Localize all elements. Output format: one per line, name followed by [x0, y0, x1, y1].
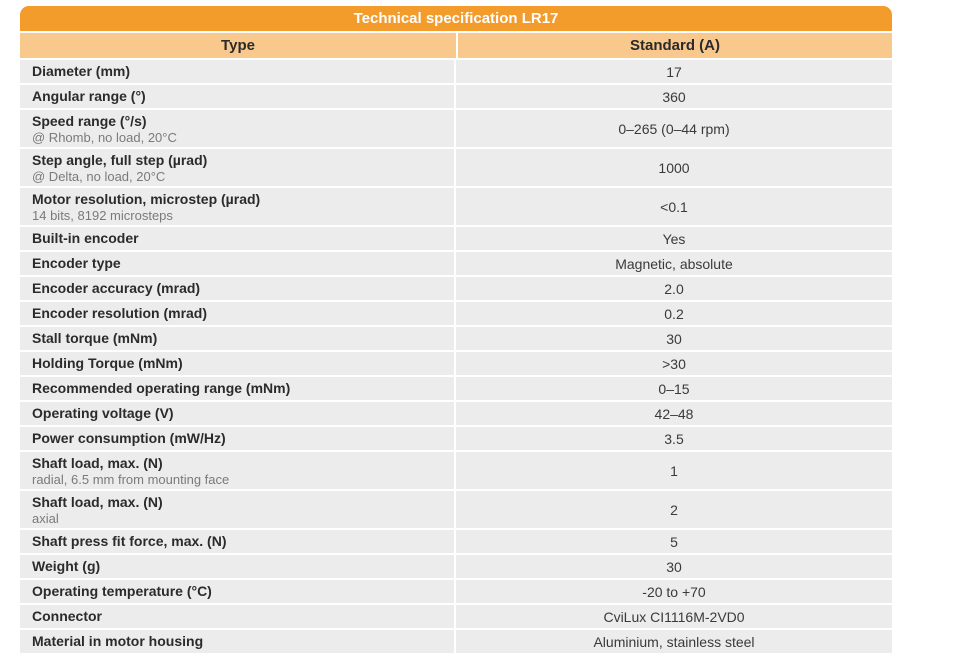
row-label-cell	[20, 377, 456, 400]
row-label-cell	[20, 555, 456, 578]
row-label: Holding Torque (mNm)	[32, 355, 183, 371]
table-row	[20, 325, 892, 350]
table-row	[20, 58, 892, 83]
row-label: Speed range (°/s)	[32, 112, 147, 129]
table-row	[20, 375, 892, 400]
row-label: Step angle, full step (µrad)	[32, 151, 208, 168]
table-row	[20, 147, 892, 186]
table-row	[20, 225, 892, 250]
row-value: 0–15	[658, 380, 690, 397]
table-row	[20, 350, 892, 375]
table-row	[20, 400, 892, 425]
spec-table	[20, 6, 892, 653]
row-label-cell	[20, 60, 456, 83]
row-label-cell	[20, 580, 456, 603]
table-row	[20, 603, 892, 628]
row-label: Motor resolution, microstep (µrad)	[32, 190, 261, 207]
row-value: 30	[666, 558, 682, 575]
row-label-cell	[20, 530, 456, 553]
row-value: 1	[670, 462, 678, 479]
row-condition: 14 bits, 8192 microsteps	[32, 207, 173, 223]
table-row	[20, 628, 892, 653]
row-condition: @ Delta, no load, 20°C	[32, 168, 166, 184]
row-label: Shaft load, max. (N)	[32, 493, 163, 510]
header-standard: Standard (A)	[630, 37, 720, 54]
table-row	[20, 489, 892, 528]
row-value: >30	[662, 355, 686, 372]
table-row	[20, 275, 892, 300]
row-label-cell	[20, 427, 456, 450]
row-value: 17	[666, 63, 682, 80]
row-label: Shaft press fit force, max. (N)	[32, 533, 227, 549]
row-label-cell	[20, 302, 456, 325]
header-type: Type	[20, 33, 458, 58]
row-label-cell	[20, 352, 456, 375]
row-value: 0.2	[664, 305, 684, 322]
row-label: Stall torque (mNm)	[32, 330, 158, 346]
row-label-cell	[20, 402, 456, 425]
row-value: 30	[666, 330, 682, 347]
row-value: 3.5	[664, 430, 684, 447]
row-label: Weight (g)	[32, 558, 101, 574]
row-label-cell	[20, 227, 456, 250]
table-row	[20, 578, 892, 603]
row-label: Built-in encoder	[32, 230, 139, 246]
row-label-cell	[20, 252, 456, 275]
table-row	[20, 450, 892, 489]
row-label-cell	[20, 630, 456, 653]
row-label-cell	[20, 85, 456, 108]
row-label: Operating temperature (°C)	[32, 583, 212, 599]
row-value: 2	[670, 501, 678, 518]
row-value: Aluminium, stainless steel	[593, 633, 755, 650]
table-row	[20, 108, 892, 147]
row-label: Connector	[32, 608, 102, 624]
table-row	[20, 186, 892, 225]
row-value: -20 to +70	[642, 583, 706, 600]
row-label-cell	[20, 110, 456, 147]
row-condition: axial	[32, 510, 59, 526]
row-value: 360	[662, 88, 686, 105]
row-label: Material in motor housing	[32, 633, 204, 649]
row-value: 1000	[658, 159, 690, 176]
table-row	[20, 300, 892, 325]
row-value: 5	[670, 533, 678, 550]
row-condition: radial, 6.5 mm from mounting face	[32, 471, 230, 487]
row-label-cell	[20, 452, 456, 489]
row-value: <0.1	[660, 198, 688, 215]
row-value: 0–265 (0–44 rpm)	[618, 120, 730, 137]
row-label-cell	[20, 605, 456, 628]
table-header-row	[20, 31, 892, 58]
row-condition: @ Rhomb, no load, 20°C	[32, 129, 177, 145]
row-value: 42–48	[654, 405, 694, 422]
row-label: Angular range (°)	[32, 88, 146, 104]
row-label: Encoder type	[32, 255, 121, 271]
row-value: Magnetic, absolute	[615, 255, 733, 272]
row-label: Diameter (mm)	[32, 63, 131, 79]
row-value: Yes	[662, 230, 686, 247]
table-row	[20, 553, 892, 578]
row-label: Power consumption (mW/Hz)	[32, 430, 226, 446]
row-label: Recommended operating range (mNm)	[32, 380, 291, 396]
row-label: Shaft load, max. (N)	[32, 454, 163, 471]
row-value: CviLux CI1116M-2VD0	[603, 608, 745, 625]
table-body	[20, 58, 892, 653]
row-label: Operating voltage (V)	[32, 405, 174, 421]
row-label-cell	[20, 188, 456, 225]
table-row	[20, 250, 892, 275]
table-row	[20, 83, 892, 108]
table-title: Technical specification LR17	[20, 6, 892, 31]
row-label-cell	[20, 277, 456, 300]
row-label: Encoder accuracy (mrad)	[32, 280, 201, 296]
table-row	[20, 425, 892, 450]
row-label-cell	[20, 327, 456, 350]
row-label-cell	[20, 149, 456, 186]
table-row	[20, 528, 892, 553]
row-label-cell	[20, 491, 456, 528]
row-value: 2.0	[664, 280, 684, 297]
row-label: Encoder resolution (mrad)	[32, 305, 208, 321]
